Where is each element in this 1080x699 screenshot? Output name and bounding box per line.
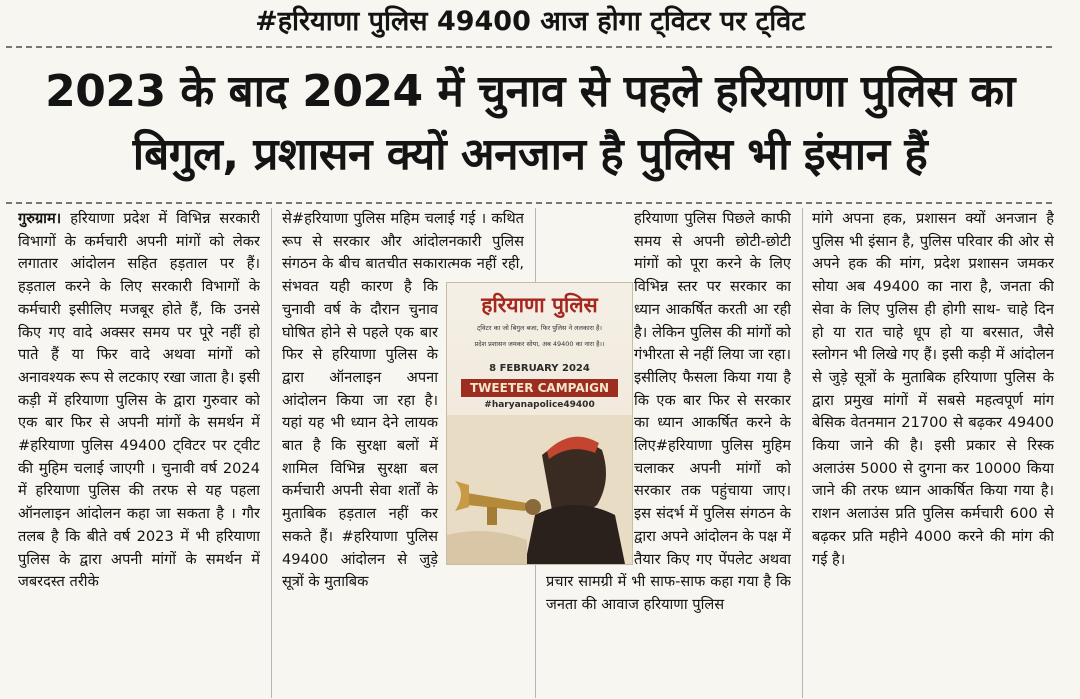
poster-campaign-banner: TWEETER CAMPAIGN [461,379,618,397]
headline-line-2: बिगुल, प्रशासन क्यों अनजान है पुलिस भी इंसान हैं [132,129,928,180]
poster-title: हरियाणा पुलिस [481,293,598,317]
column-3-text: हरियाणा पुलिस पिछले काफी समय से अपनी छोटी-छोटी मांगों को पूरा करने के लिए विभिन्न स्तर पर सरकार का ध्यान आकर्षित करती आ रही है। लेकिन पुलिस की मांगों को गंभीरता से नहीं लिया जा रहा। इसीलिए फैसला किया गया है कि एक बार फिर से सरकार का ध्यान आकर्षित करने के लिए#हरियाणा पुलिस मुहिम चलाकर अपनी मांगों को सरकार तक पहुंचाया जाए। इस संदर्भ में पुलिस संगठन के द्वारा अपने आंदोलन के पक्ष में तैयार किए गए पेंपलेट अथवा प्रचार सामग्री में भी साफ-साफ कहा गया है कि जनता की आवाज हरियाणा पुलिस [546,210,791,613]
main-headline [0,60,1060,186]
column-rule [271,208,272,698]
poster-date: 8 FEBRUARY 2024 [489,363,590,374]
column-1-text: हरियाणा प्रदेश में विभिन्न सरकारी विभागों के कर्मचारी अपनी मांगों को लेकर लगातार आंदोलन सहित हड़ताल पर हैं। हड़ताल करने के लिए सरकारी विभागों के कर्मचारी इसीलिए मजबूर होते हैं, कि उनसे किए गए वादे अक्सर समय पर पूरे नहीं हो पाते हैं या फिर वादे अथवा मांगों को अनावश्यक रूप से लटकाए रखा जाता है। इसी कड़ी में हरियाणा पुलिस के द्वारा गुरुवार को एक बार फिर से अपनी मांगों के समर्थन में #हरियाणा पुलिस 49400 ट्विटर पर ट्वीट की मुहिम चलाई जाएगी । चुनावी वर्ष 2024 में हरियाणा पुलिस की तरफ से यह पहला ऑनलाइन आंदोलन कहा जा सकता है । गौर तलब है कि बीते वर्ष 2023 में भी हरियाणा पुलिस के द्वारा अपनी मांगों के समर्थन में जबरदस्त तरीके [18,210,260,591]
headline-line-1: 2023 के बाद 2024 में चुनाव से पहले हरियाणा पुलिस का [45,66,1015,117]
article-column-4 [812,208,1054,698]
column-rule [802,208,803,698]
top-divider [6,46,1052,48]
kicker-headline: #हरियाणा पुलिस 49400 आज होगा ट्विटर पर ट्विट [255,6,805,37]
column-2-text: से#हरियाणा पुलिस महिम चलाई गई । कथित रूप से सरकार और आंदोलनकारी पुलिस संगठन के बीच बातचीत सकारात्मक नहीं रही, संभवत यही कारण है कि चुनावी वर्ष के दौरान चुनाव घोषित होने से पहले एक बार फिर से हरियाणा पुलिस के द्वारा ऑनलाइन अपना आंदोलन किया जा रहा है। यहां यह भी ध्यान देने लायक बात है कि सुरक्षा बलों में शामिल विभिन्न सुरक्षा बल कर्मचारी अपनी सेवा शर्तों के मुताबिक हड़ताल नहीं कर सकते हैं। #हरियाणा पुलिस 49400 आंदोलन से जुड़े सूत्रों के मुताबिक [282,210,524,591]
poster-slogan-1: ट्विटर का जो बिगुल बजा, फिर पुलिस ने ललकारा है। [477,324,602,332]
article-column-1 [18,208,260,698]
campaign-poster [446,282,633,565]
poster-slogan-2: प्रदेश प्रशासन जमकर सोया, अब 49400 का नारा है।। [474,340,605,348]
dateline: गुरुग्राम। [18,210,62,227]
adjacent-column-edge [1062,100,1080,699]
column-4-text: मांगे अपना हक, प्रशासन क्यों अनजान है पुलिस भी इंसान है, पुलिस परिवार की ओर से अपने हक की मांग, प्रदेश प्रशासन जमकर सोया अब 49400 का नारा है, जनता की सेवा के लिए पुलिस ही होगी साथ- चाहे दिन हो या रात चाहे धूप हो या बरसात, जैसे स्लोगन भी लिखे गए हैं। इसी कड़ी में आंदोलन से जुड़े सूत्रों के मुताबिक हरियाणा पुलिस के द्वारा प्रमुख मांगों में सबसे महत्वपूर्ण मांग बेसिक वेतनमान 21700 से बढ़कर 49400 किया जाने की है। इसी प्रकार से रिस्क अलाउंस 5000 से दुगना कर 10000 किया जाने की तरफ ध्यान आकर्षित किया गया है। राशन अलाउंस प्रति पुलिस कर्मचारी 600 से बढ़कर प्रति महीने 4000 करने की मांग की गई है। [812,210,1054,568]
poster-hashtag: #haryanapolice49400 [484,400,595,410]
bugle-player-illustration [447,415,632,564]
headline-divider [6,202,1052,204]
